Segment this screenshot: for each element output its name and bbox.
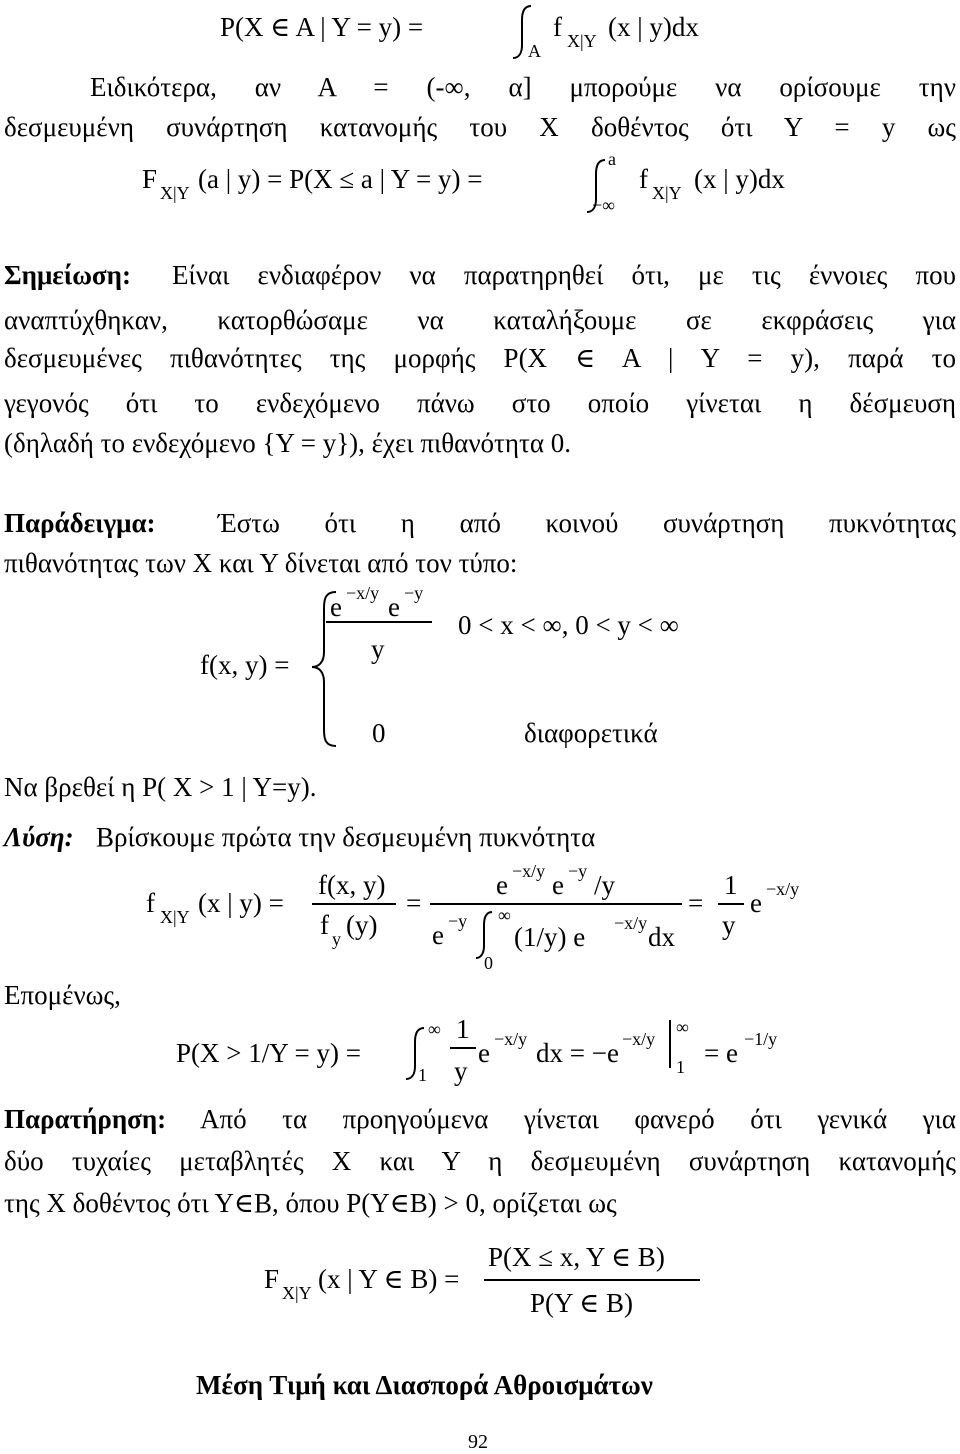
cd-frac2-num-e1: e [496, 870, 508, 900]
pdf-cond-2: διαφορετικά [524, 718, 658, 748]
eq2-F-sub: X|Y [160, 183, 190, 203]
cd-frac1-den-rest: (y) [346, 910, 378, 940]
cd-frac2-den-sup: ∞ [498, 905, 511, 925]
cd-frac3-den: y [722, 910, 736, 940]
cd-frac2-den-dx: dx [648, 922, 675, 952]
note-label: Σημείωση: [4, 260, 131, 290]
cd-f-rest: (x | y) = [198, 888, 284, 918]
cd-eq: = [406, 888, 422, 918]
therefore-label: Επομένως, [4, 980, 121, 1010]
eq2-int-sup: a [608, 149, 616, 169]
eq2-lhs: (a | y) = P(X ≤ a | Y = y) = [198, 164, 483, 194]
cd-frac2-num-exp1: −x/y [512, 861, 546, 881]
find-line: Να βρεθεί η P( X > 1 | Y=y). [4, 772, 317, 802]
cdf-num: P(X ≤ x, Y ∈ B) [488, 1242, 665, 1272]
pdf-num-exp1: −x/y [346, 583, 380, 603]
cdf-den: P(Y ∈ B) [530, 1288, 633, 1318]
example-line-1: Έστω ότι η από κοινού συνάρτηση πυκνότητας [218, 508, 956, 538]
pdf-num-e1: e [330, 592, 342, 622]
cd-eq2: = [688, 888, 704, 918]
cd-frac2-num-rest: /y [594, 870, 616, 900]
eq1-integrand: (x | y)dx [608, 12, 699, 42]
cd-frac2-den-e: e [432, 920, 444, 950]
pc-exp1: −x/y [494, 1029, 528, 1049]
note-line-2: αναπτύχθηκαν, κατορθώσαμε να καταλήξουμε σε εκφράσεις για [4, 305, 956, 335]
cd-frac2-den-lower: 0 [484, 953, 493, 973]
pc-eval-sup: ∞ [676, 1017, 689, 1037]
cdf-F: F [264, 1264, 280, 1294]
note-line-5: (δηλαδή το ενδεχόμενο {Υ = y}), έχει πιθανότητα 0. [4, 428, 571, 458]
pc-frac-num: 1 [456, 1014, 470, 1044]
eq2-integrand: (x | y)dx [694, 164, 785, 194]
eq2-F: F [142, 164, 158, 194]
solution-text: Βρίσκουμε πρώτα την δεσμευμένη πυκνότητα [96, 822, 596, 852]
eq1-int-sub: A [528, 41, 541, 61]
remark-line-2: δύο τυχαίες μεταβλητές Χ και Υ η δεσμευμένη συνάρτηση κατανομής [4, 1146, 956, 1176]
pdf-lhs: f(x, y) = [200, 650, 290, 680]
note-line-4: γεγονός ότι το ενδεχόμενο πάνω στο οποίο γίνεται η δέσμευση [4, 388, 956, 418]
cd-frac2-den-body: (1/y) e [514, 922, 586, 952]
page-number: 92 [468, 1431, 488, 1453]
example-label: Παράδειγμα: [4, 508, 156, 538]
pc-lhs: P(X > 1/Y = y) = [176, 1038, 361, 1068]
pdf-val-2: 0 [372, 718, 386, 748]
pdf-num-exp2: −y [404, 583, 424, 603]
pc-frac-den: y [454, 1056, 468, 1086]
pc-int-sup: ∞ [428, 1019, 441, 1039]
cd-frac3-num: 1 [724, 870, 738, 900]
pdf-cond-1: 0 < x < ∞, 0 < y < ∞ [458, 610, 679, 640]
cd-frac2-den-exp2: −x/y [614, 913, 648, 933]
cd-f-sub: X|Y [160, 907, 190, 927]
pdf-den: y [371, 634, 385, 664]
cd-tail-e: e [750, 888, 762, 918]
cd-frac1-den-sub: y [332, 929, 341, 949]
pc-int-sub: 1 [418, 1065, 427, 1085]
cd-tail-exp: −x/y [766, 879, 800, 899]
eq1-lhs: P(X ∈ A | Y = y) = [220, 12, 424, 42]
cd-frac1-num: f(x, y) [318, 870, 386, 900]
pc-final: = e [704, 1038, 738, 1068]
remark-line-3: της Χ δοθέντος ότι Υ∈Β, όπου P(Y∈B) > 0, ορίζεται ως [4, 1188, 617, 1218]
text-line-specifically-1: Ειδικότερα, αν Α = (-∞, α] μπορούμε να ορίσουμε την [90, 72, 956, 102]
integral-sign-cond-den [476, 912, 492, 958]
note-line-1: Είναι ενδιαφέρον να παρατηρηθεί ότι, με τις έννοιες που [172, 260, 956, 290]
cdf-F-sub: X|Y [282, 1283, 312, 1303]
remark-line-1: Από τα προηγούμενα γίνεται φανερό ότι γενικά για [200, 1104, 956, 1134]
note-line-3: δεσμευμένες πιθανότητες της μορφής P(X ∈ A | Y = y), παρά το [4, 343, 956, 373]
eq2-f-sub: X|Y [652, 183, 682, 203]
pc-e1: e [478, 1038, 490, 1068]
pc-eval-sub: 1 [676, 1057, 685, 1077]
cd-f: f [146, 888, 155, 918]
pc-dx: dx = −e [536, 1038, 619, 1068]
remark-label: Παρατήρηση: [4, 1104, 167, 1134]
eq2-f: f [639, 164, 648, 194]
cd-frac2-num-e2: e [552, 870, 564, 900]
cd-frac1-den-f: f [320, 910, 329, 940]
eq2-int-sub: −∞ [592, 195, 615, 215]
pc-final-exp: −1/y [744, 1029, 778, 1049]
solution-label: Λύση: [4, 822, 74, 852]
section-title: Μέση Τιμή και Διασπορά Αθροισμάτων [196, 1370, 653, 1400]
eq1-f-sub: X|Y [567, 31, 597, 51]
cd-frac2-den-exp: −y [448, 911, 468, 931]
pdf-num-e2: e [388, 592, 400, 622]
cdf-F-rest: (x | Y ∈ B) = [318, 1264, 460, 1294]
cd-frac2-num-exp2: −y [568, 861, 588, 881]
pc-exp2: −x/y [622, 1029, 656, 1049]
example-line-2: πιθανότητας των Χ και Υ δίνεται από τον τύπο: [4, 548, 518, 578]
eq1-f: f [553, 12, 562, 42]
text-line-specifically-2: δεσμευμένη συνάρτηση κατανομής του Χ δοθέντος ότι Υ = y ως [4, 112, 956, 142]
